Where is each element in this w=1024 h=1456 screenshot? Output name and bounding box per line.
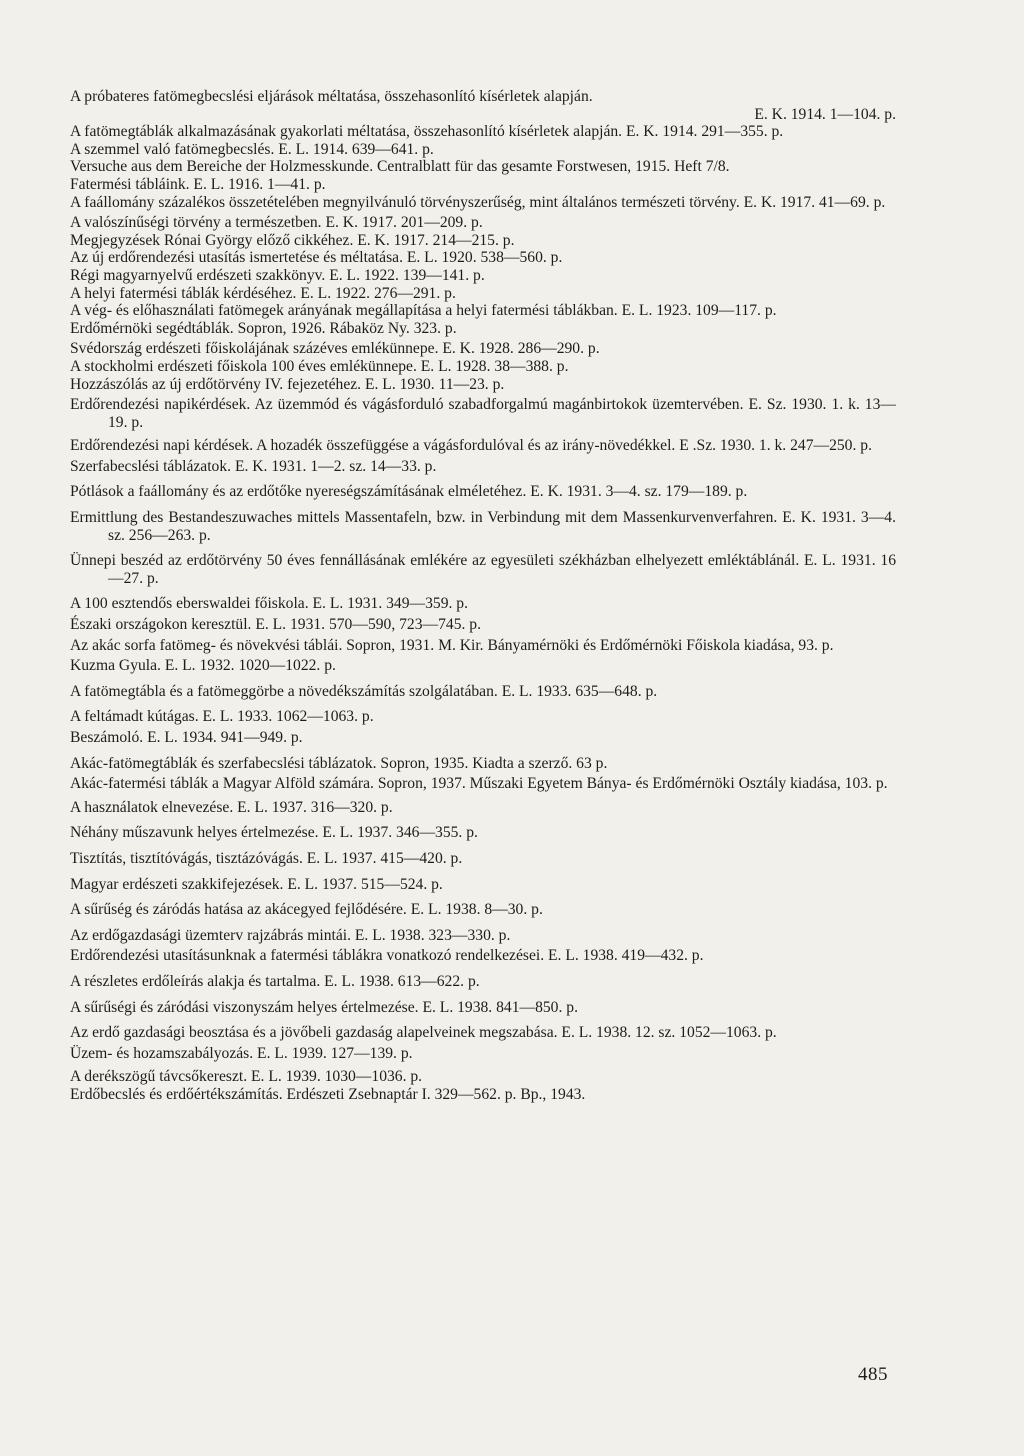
bibliography-entry: A stockholmi erdészeti főiskola 100 éves emlékünnepe. E. L. 1928. 38—388. p. bbox=[70, 357, 569, 375]
bibliography-entry: Üzem- és hozamszabályozás. E. L. 1939. 127—139. p. bbox=[70, 1044, 413, 1062]
bibliography-entry: A fatömegtábla és a fatömeggörbe a növedékszámítás szolgálatában. E. L. 1933. 635—648. p. bbox=[70, 682, 658, 700]
bibliography-entry: Svédország erdészeti főiskolájának százéves emlékünnepe. E. K. 1928. 286—290. p. bbox=[70, 340, 600, 358]
bibliography-entry: Szerfabecslési táblázatok. E. K. 1931. 1—2. sz. 14—33. p. bbox=[70, 457, 437, 475]
bibliography-entry: Régi magyarnyelvű erdészeti szakkönyv. E. L. 1922. 139—141. p. bbox=[70, 266, 485, 284]
bibliography-entry: A sűrűség és záródás hatása az akácegyed fejlődésére. E. L. 1938. 8—30. p. bbox=[70, 901, 543, 919]
bibliography-entry: A vég- és előhasználati fatömegek arányának megállapítása a helyi fatermési táblákban. E. L. 1923. 109—117. p. bbox=[70, 302, 777, 320]
bibliography-list bbox=[70, 88, 896, 1104]
bibliography-entry: A részletes erdőleírás alakja és tartalma. E. L. 1938. 613—622. p. bbox=[70, 972, 480, 990]
bibliography-entry: Akác-fatömegtáblák és szerfabecslési táblázatok. Sopron, 1935. Kiadta a szerző. 63 p. bbox=[70, 754, 608, 772]
bibliography-entry: Erdőbecslés és erdőértékszámítás. Erdészeti Zsebnaptár I. 329—562. p. Bp., 1943. bbox=[70, 1085, 586, 1103]
bibliography-entry: Az akác sorfa fatömeg- és növekvési táblái. Sopron, 1931. M. Kir. Bányamérnöki és Erdőmérnöki Főiskola kiadása, 93. p. bbox=[70, 636, 834, 654]
bibliography-entry: Erdőrendezési utasításunknak a fatermési táblákra vonatkozó rendelkezései. E. L. 1938. 419—432. p. bbox=[70, 947, 704, 965]
bibliography-entry: Magyar erdészeti szakkifejezések. E. L. 1937. 515—524. p. bbox=[70, 875, 443, 893]
bibliography-entry: A próbateres fatömegbecslési eljárások méltatása, összehasonlító kísérletek alapján. E. K. 1914. 1—104. p. bbox=[70, 88, 896, 123]
bibliography-entry: Beszámoló. E. L. 1934. 941—949. p. bbox=[70, 729, 303, 746]
bibliography-entry: Ünnepi beszéd az erdőtörvény 50 éves fennállásának emlékére az egyesületi székházban elhelyezett emléktáblánál. E. L. 1931. 16—27. p. bbox=[70, 552, 896, 587]
bibliography-entry: A fatömegtáblák alkalmazásának gyakorlati méltatása, összehasonlító kísérletek alapján. E. K. 1914. 291—355. p. bbox=[70, 123, 784, 141]
bibliography-entry: A helyi fatermési táblák kérdéséhez. E. L. 1922. 276—291. p. bbox=[70, 284, 456, 302]
bibliography-entry: A használatok elnevezése. E. L. 1937. 316—320. p. bbox=[70, 798, 393, 816]
bibliography-entry: Néhány műszavunk helyes értelmezése. E. L. 1937. 346—355. p. bbox=[70, 824, 478, 842]
bibliography-entry: Tisztítás, tisztítóvágás, tisztázóvágás. E. L. 1937. 415—420. p. bbox=[70, 849, 463, 867]
bibliography-entry: Erdőrendezési napi kérdések. A hozadék összefüggése a vágásfordulóval és az irány-növedékkel. E .Sz. 1930. 1. k. 247—250. p. bbox=[70, 437, 872, 455]
bibliography-entry: A derékszögű távcsőkereszt. E. L. 1939. 1030—1036. p. bbox=[70, 1068, 423, 1086]
bibliography-entry: Az új erdőrendezési utasítás ismertetése és méltatása. E. L. 1920. 538—560. p. bbox=[70, 249, 563, 267]
bibliography-entry: Hozzászólás az új erdőtörvény IV. fejezetéhez. E. L. 1930. 11—23. p. bbox=[70, 375, 505, 393]
bibliography-entry: Az erdő gazdasági beosztása és a jövőbeli gazdaság alapelveinek megszabása. E. L. 1938. 12. sz. 1052—1063. p. bbox=[70, 1024, 777, 1042]
bibliography-entry: Északi országokon keresztül. E. L. 1931. 570—590, 723—745. p. bbox=[70, 616, 481, 634]
bibliography-entry: A sűrűségi és záródási viszonyszám helyes értelmezése. E. L. 1938. 841—850. p. bbox=[70, 998, 578, 1016]
bibliography-entry: Akác-fatermési táblák a Magyar Alföld számára. Sopron, 1937. Műszaki Egyetem Bánya- és Erdőmérnöki Osztály kiadása, 103. p. bbox=[70, 775, 888, 793]
bibliography-entry: Megjegyzések Rónai György előző cikkéhez. E. K. 1917. 214—215. p. bbox=[70, 231, 515, 249]
bibliography-entry: Ermittlung des Bestandeszuwaches mittels Massentafeln, bzw. in Verbindung mit dem Massenkurvenverfahren. E. K. 1931. 3—4. sz. 256—263. p. bbox=[70, 509, 896, 544]
bibliography-entry: Fatermési tábláink. E. L. 1916. 1—41. p. bbox=[70, 175, 326, 193]
bibliography-entry: A 100 esztendős eberswaldei főiskola. E. L. 1931. 349—359. p. bbox=[70, 595, 469, 613]
bibliography-entry: A szemmel való fatömegbecslés. E. L. 1914. 639—641. p. bbox=[70, 140, 434, 158]
bibliography-entry: Pótlások a faállomány és az erdőtőke nyereségszámításának elméletéhez. E. K. 1931. 3—4. sz. 179—189. p. bbox=[70, 483, 748, 501]
bibliography-entry: Erdőrendezési napikérdések. Az üzemmód és vágásforduló szabadforgalmú magánbirtokok üzemtervében. E. Sz. 1930. 1. k. 13—19. p. bbox=[70, 396, 896, 431]
bibliography-entry: A faállomány százalékos összetételében megnyilvánuló törvényszerűség, mint általános természeti törvény. E. K. 1917. 41—69. p. bbox=[70, 193, 886, 211]
bibliography-entry: Versuche aus dem Bereiche der Holzmesskunde. Centralblatt für das gesamte Forstwesen, 1915. Heft 7/8. bbox=[70, 158, 730, 176]
page-number: 485 bbox=[858, 1364, 888, 1385]
bibliography-entry: Kuzma Gyula. E. L. 1932. 1020—1022. p. bbox=[70, 657, 336, 675]
bibliography-entry: Az erdőgazdasági üzemterv rajzábrás mintái. E. L. 1938. 323—330. p. bbox=[70, 926, 511, 944]
bibliography-entry: A valószínűségi törvény a természetben. E. K. 1917. 201—209. p. bbox=[70, 214, 483, 232]
bibliography-entry: A feltámadt kútágas. E. L. 1933. 1062—1063. p. bbox=[70, 708, 374, 726]
bibliography-entry: Erdőmérnöki segédtáblák. Sopron, 1926. Rábaköz Ny. 323. p. bbox=[70, 319, 457, 337]
